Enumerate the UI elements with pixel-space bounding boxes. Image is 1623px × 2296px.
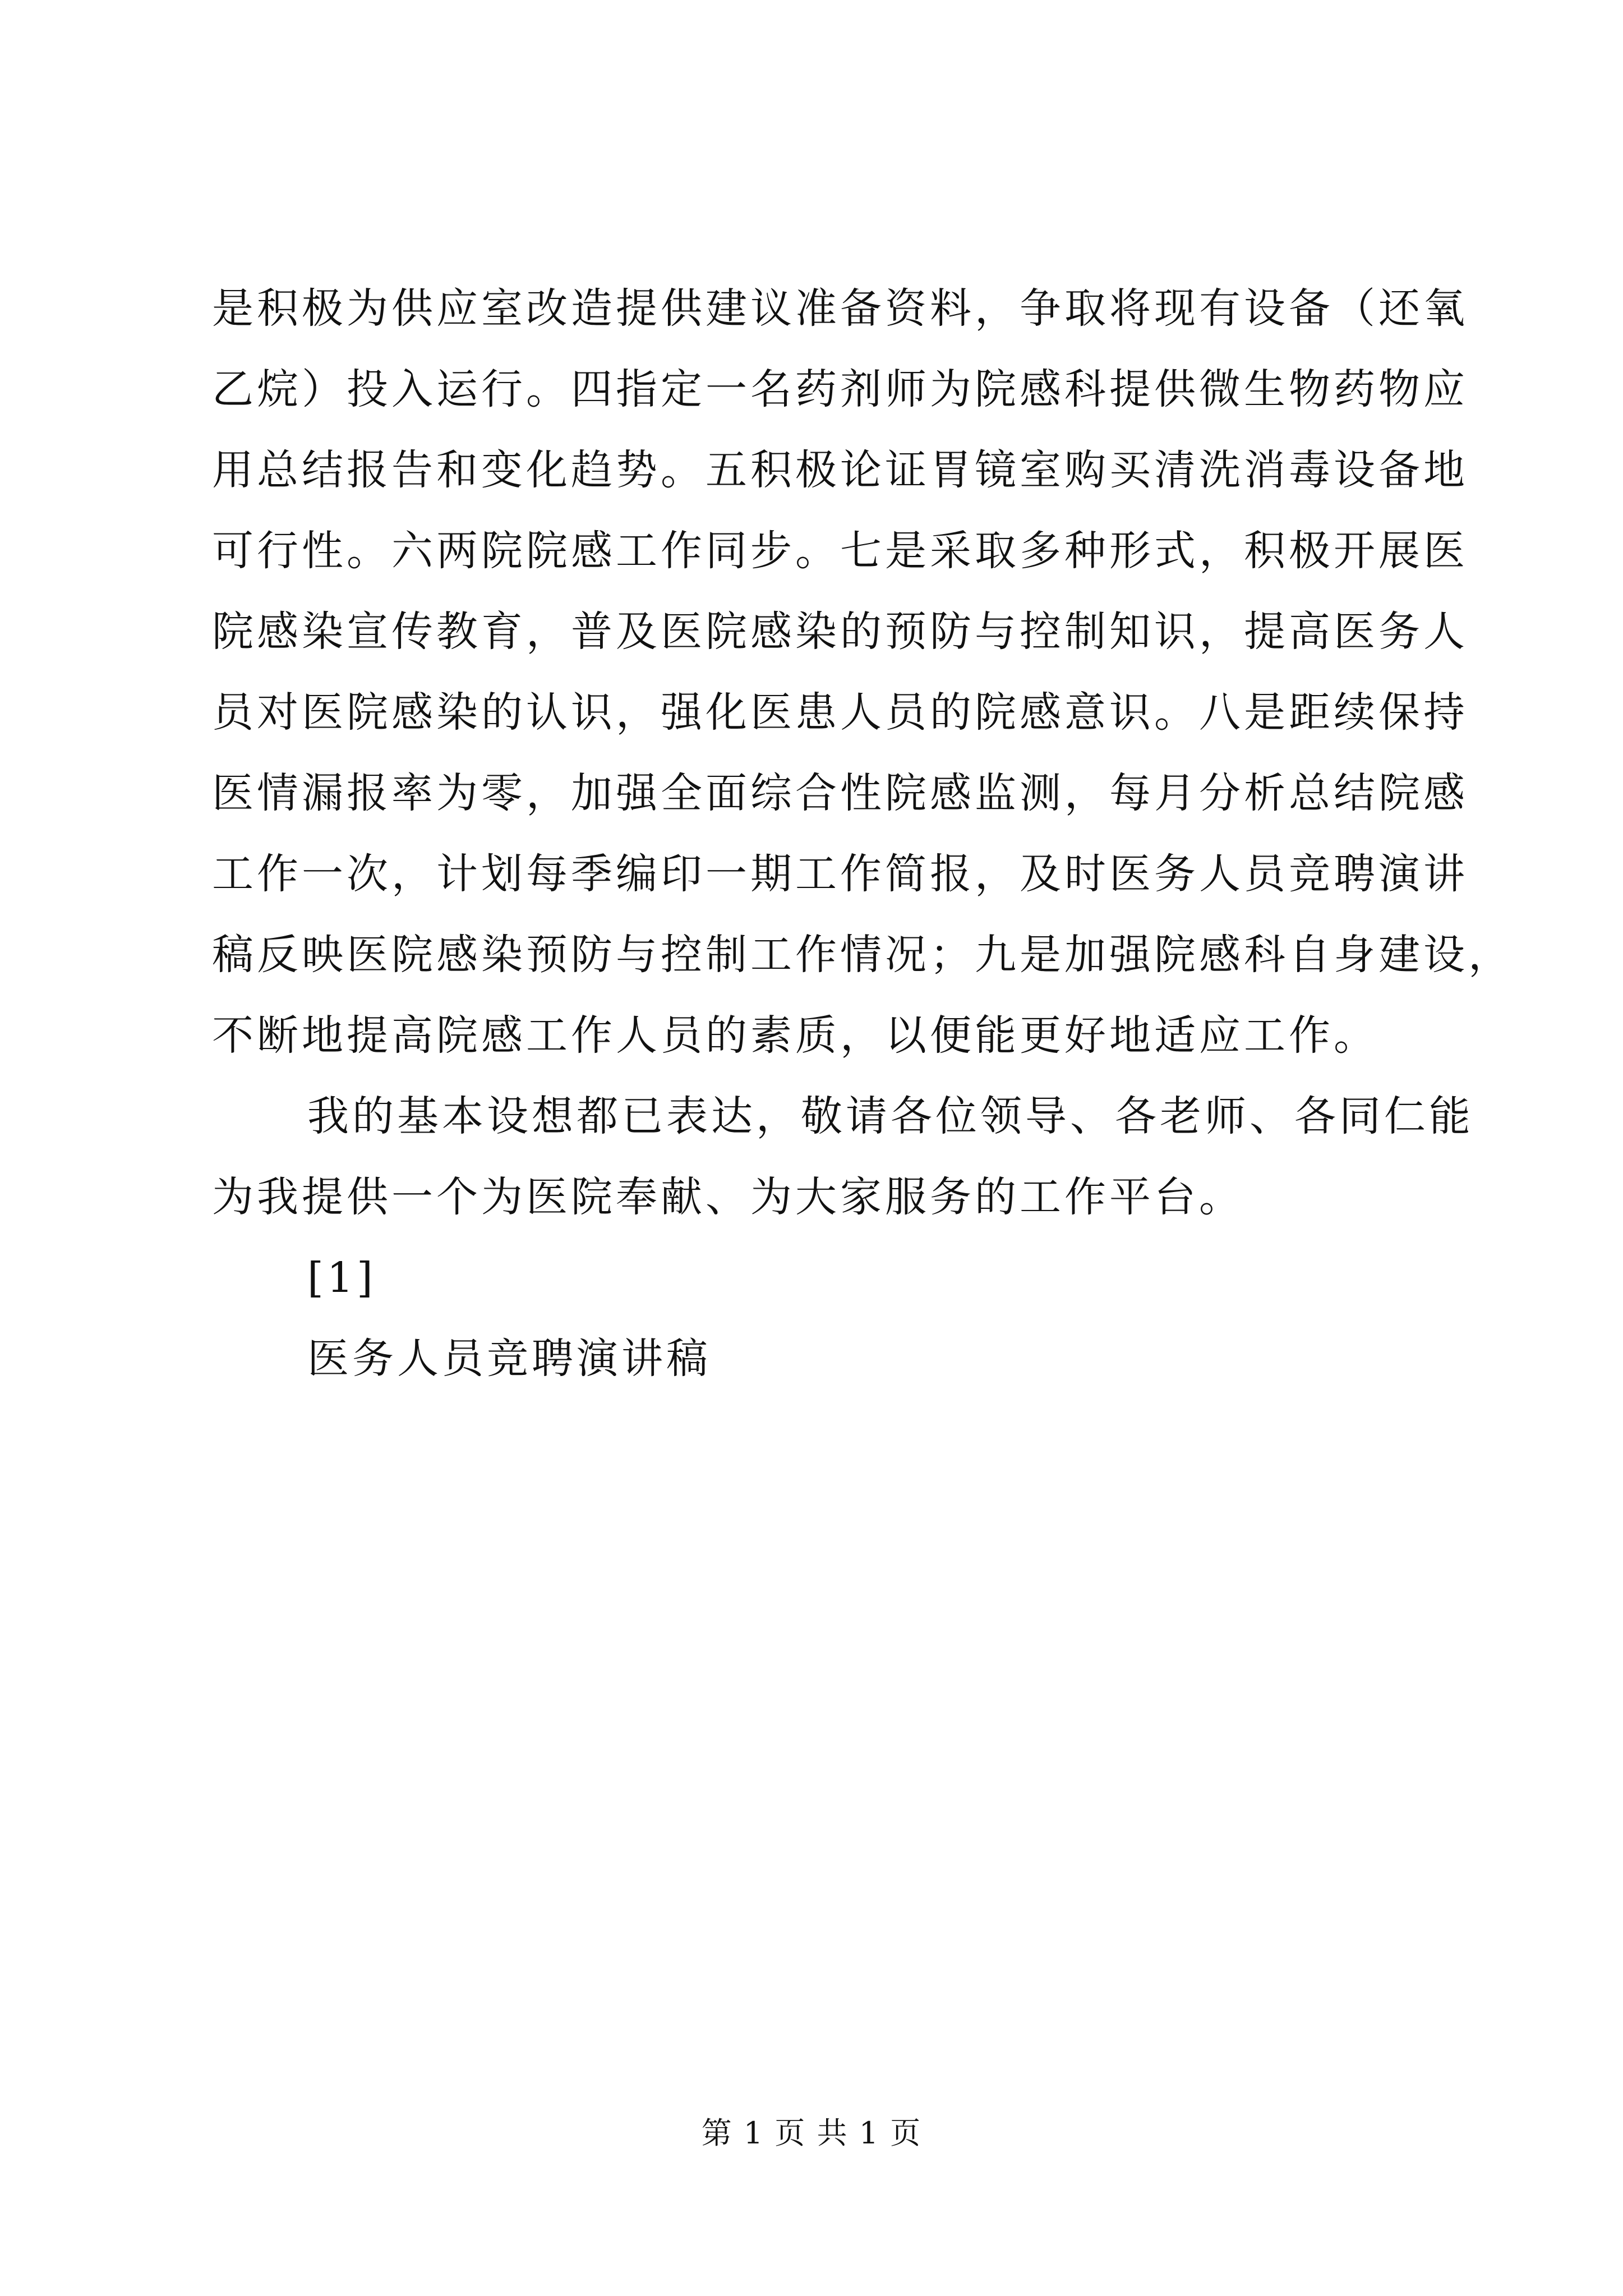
text-line: 乙烷）投入运行。四指定一名药剂师为院感科提供微生物药物应 [212,365,1468,413]
document-body [212,268,1513,1399]
text-line: 院感染宣传教育，普及医院感染的预防与控制知识，提高医务人 [212,608,1468,656]
paragraph-2 [212,1076,1474,1237]
text-line: 工作一次，计划每季编印一期工作简报，及时医务人员竞聘演讲 [212,850,1468,898]
closing-title: 医务人员竞聘演讲稿 [307,1335,711,1383]
text-line: 为我提供一个为医院奉献、为大家服务的工作平台。 [212,1173,1244,1221]
page-footer: 第 1 页 共 1 页 [701,2115,922,2151]
text-line: 用总结报告和变化趋势。五积极论证胃镜室购买清洗消毒设备地 [212,446,1468,494]
text-line: 稿反映医院感染预防与控制工作情况；九是加强院感科自身建设， [212,931,1513,979]
text-line: 可行性。六两院院感工作同步。七是采取多种形式，积极开展医 [212,527,1468,575]
paragraph-1 [212,268,1513,1076]
text-line: 员对医院感染的认识，强化医患人员的院感意识。八是距续保持 [212,688,1468,737]
text-line: 不断地提高院感工作人员的素质，以便能更好地适应工作。 [212,1011,1378,1060]
reference-mark: [1] [307,1254,376,1302]
text-line: 医情漏报率为零，加强全面综合性院感监测，每月分析总结院感 [212,769,1468,817]
text-line: 我的基本设想都已表达，敬请各位领导、各老师、各同仁能 [307,1092,1474,1140]
text-line: 是积极为供应室改造提供建议准备资料，争取将现有设备（还氧 [212,284,1468,333]
